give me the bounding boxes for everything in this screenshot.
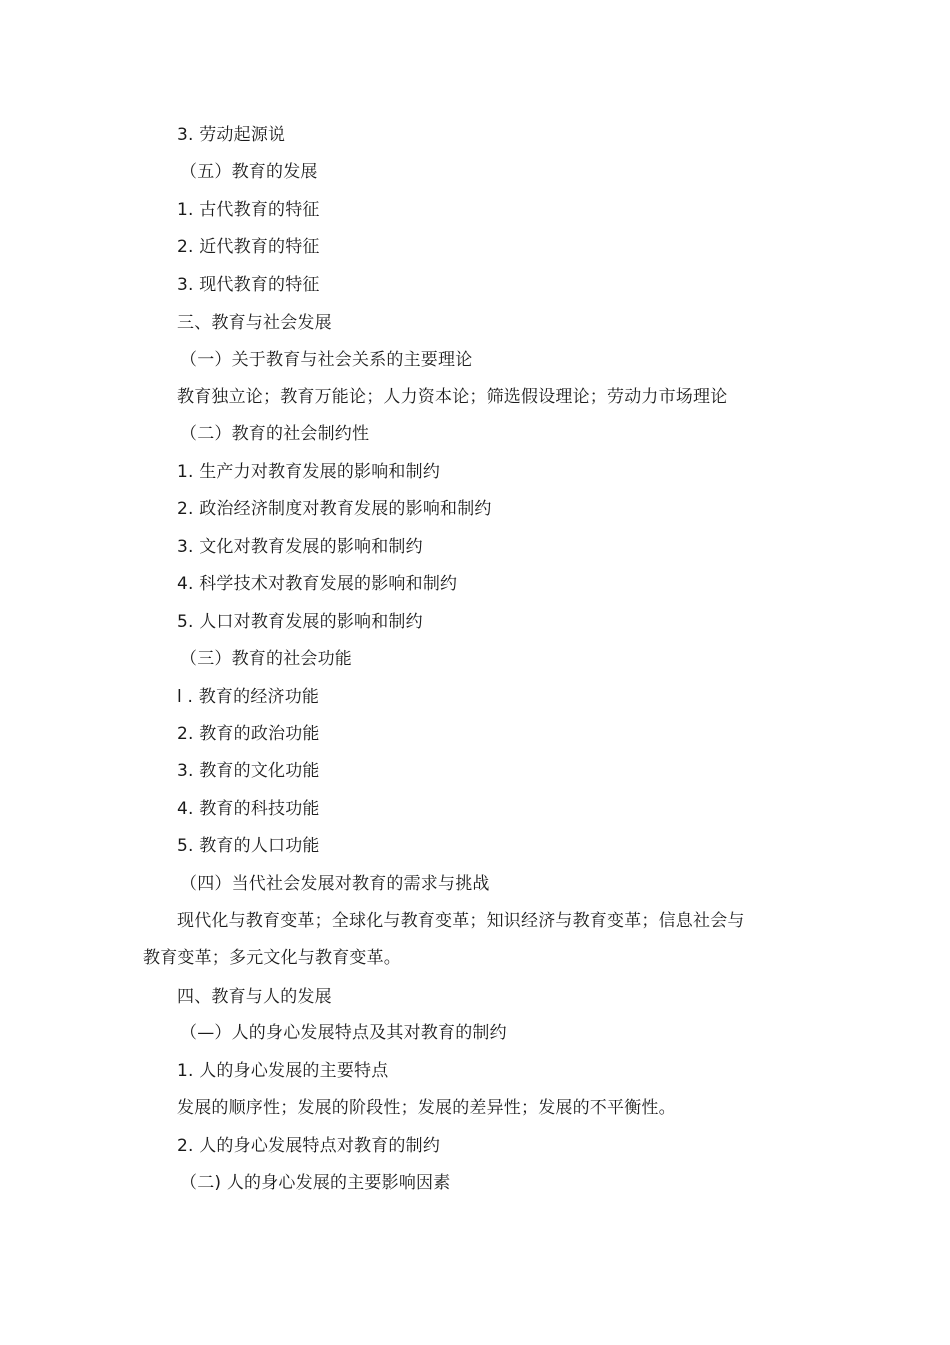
section-heading: （一）关于教育与社会关系的主要理论 bbox=[180, 350, 473, 370]
section-heading: （二) 人的身心发展的主要影响因素 bbox=[180, 1173, 451, 1193]
section-heading: （—）人的身心发展特点及其对教育的制约 bbox=[180, 1023, 507, 1043]
paragraph: 发展的顺序性；发展的阶段性；发展的差异性；发展的不平衡性。 bbox=[177, 1098, 676, 1118]
paragraph: 教育独立论；教育万能论；人力资本论；筛选假设理论；劳动力市场理论 bbox=[177, 387, 728, 407]
list-item: 1. 古代教育的特征 bbox=[177, 200, 320, 220]
list-item: 1. 人的身心发展的主要特点 bbox=[177, 1061, 389, 1081]
list-item: 3. 教育的文化功能 bbox=[177, 761, 320, 781]
list-item: 1. 生产力对教育发展的影响和制约 bbox=[177, 462, 441, 482]
list-item: 2. 教育的政治功能 bbox=[177, 724, 320, 744]
list-item: 3. 文化对教育发展的影响和制约 bbox=[177, 537, 423, 557]
list-item: 2. 人的身心发展特点对教育的制约 bbox=[177, 1136, 441, 1156]
section-heading: （四）当代社会发展对教育的需求与挑战 bbox=[180, 874, 490, 894]
list-item: 5. 教育的人口功能 bbox=[177, 836, 320, 856]
list-item: 2. 近代教育的特征 bbox=[177, 237, 320, 257]
section-heading: （二）教育的社会制约性 bbox=[180, 424, 370, 444]
list-item: 2. 政治经济制度对教育发展的影响和制约 bbox=[177, 499, 492, 519]
paragraph-continuation: 教育变革；多元文化与教育变革。 bbox=[143, 948, 401, 968]
list-item: 3. 现代教育的特征 bbox=[177, 275, 320, 295]
paragraph: 现代化与教育变革；全球化与教育变革；知识经济与教育变革；信息社会与 bbox=[177, 911, 745, 931]
list-item: 4. 教育的科技功能 bbox=[177, 799, 320, 819]
list-item: 3. 劳动起源说 bbox=[177, 125, 286, 145]
list-item: 5. 人口对教育发展的影响和制约 bbox=[177, 612, 423, 632]
list-item: 4. 科学技术对教育发展的影响和制约 bbox=[177, 574, 458, 594]
chapter-heading: 三、教育与社会发展 bbox=[177, 313, 332, 333]
section-heading: （五）教育的发展 bbox=[180, 162, 318, 182]
section-heading: （三）教育的社会功能 bbox=[180, 649, 352, 669]
list-item: l . 教育的经济功能 bbox=[177, 687, 320, 707]
chapter-heading: 四、教育与人的发展 bbox=[177, 987, 332, 1007]
